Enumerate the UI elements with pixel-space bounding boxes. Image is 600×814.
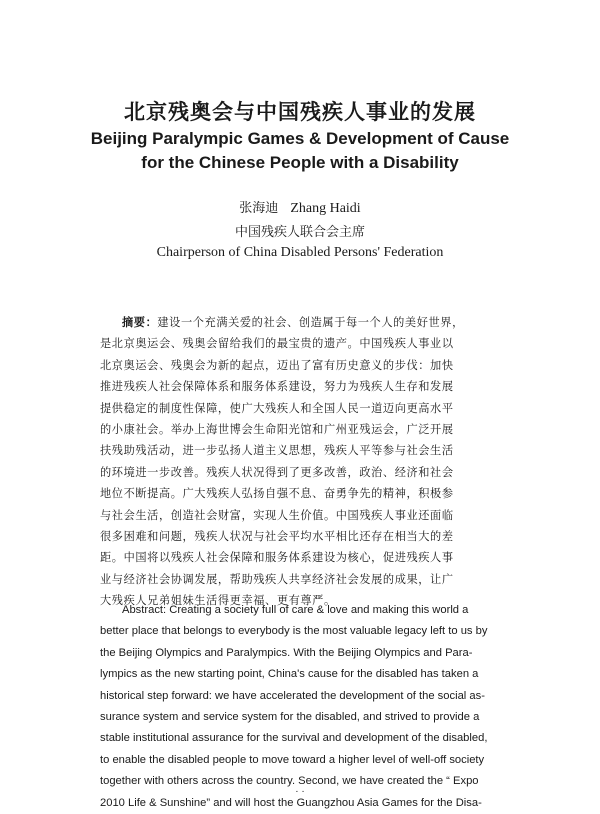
abstract-en-line: stable institutional assurance for the survival and development of the disabled,	[100, 732, 488, 745]
abstract-cn-line: 与社会生活，创造社会财富，实现人生价值。中国残疾人事业还面临	[100, 508, 454, 522]
author-name-cn: 张海迪	[239, 201, 279, 216]
abstract-english	[100, 600, 502, 814]
abstract-cn-line: 是北京奥运会、残奥会留给我们的最宝贵的遗产。中国残疾人事业以	[100, 337, 454, 351]
abstract-chinese	[100, 312, 502, 611]
abstract-en-line: the Beijing Olympics and Paralympics. With the Beijing Olympics and Para-	[100, 646, 473, 659]
abstract-en-line: to enable the disabled people to move toward a higher level of well-off society	[100, 753, 485, 766]
abstract-cn-line: 北京奥运会、残奥会为新的起点，迈出了富有历史意义的步伐：加快	[100, 358, 454, 372]
abstract-cn-line: 距。中国将以残疾人社会保障和服务体系建设为核心，促进残疾人事	[100, 551, 454, 565]
author-role-cn: 中国残疾人联合会主席	[234, 225, 365, 240]
abstract-cn-label: 摘要：	[122, 316, 158, 329]
abstract-cn-line: 大残疾人兄弟姐妹生活得更幸福、更有尊严。	[100, 594, 336, 608]
abstract-en-line: 2010 Life & Sunshine” and will host the Guangzhou Asia Games for the Disa-	[100, 796, 482, 809]
abstract-en-line: together with others across the country. Second, we have created the “ Expo	[100, 775, 479, 788]
abstract-en-line: surance system and service system for the disabled, and strived to provide a	[100, 710, 480, 723]
abstract-cn-line: 推进残疾人社会保障体系和服务体系建设，努力为残疾人生存和发展	[100, 380, 454, 394]
abstract-cn-line: 的小康社会。举办上海世博会生命阳光馆和广州亚残运会，广泛开展	[100, 422, 454, 436]
abstract-en-line: better place that belongs to everybody is the most valuable legacy left to us by	[100, 625, 488, 638]
abstract-cn-line: 很多困难和问题，残疾人状况与社会平均水平相比还存在相当大的差	[100, 529, 454, 543]
abstract-en-line: Abstract: Creating a society full of care & love and making this world a	[122, 604, 469, 616]
abstract-cn-line: 建设一个充满关爱的社会、创造属于每一个人的美好世界，	[157, 316, 464, 329]
abstract-en-line: lympics as the new starting point, China's cause for the disabled has taken a	[100, 668, 479, 681]
page-number-marker: · ·	[295, 786, 305, 797]
abstract-cn-line: 提供稳定的制度性保障，使广大残疾人和全国人民一道迈向更高水平	[100, 401, 454, 415]
title-english-line-1: Beijing Paralympic Games & Development of Cause	[90, 129, 510, 148]
author-name	[0, 197, 600, 217]
abstract-cn-line: 业与经济社会协调发展，帮助残疾人共享经济社会发展的成果，让广	[100, 572, 454, 586]
title-chinese: 北京残奥会与中国残疾人事业的发展	[124, 99, 476, 124]
author-role-en: Chairperson of China Disabled Persons' Federation	[156, 245, 444, 260]
title-english-line-2: for the Chinese People with a Disability	[141, 153, 459, 172]
abstract-cn-line: 的环境进一步改善。残疾人状况得到了更多改善，政治、经济和社会	[100, 465, 454, 479]
abstract-cn-line: 扶残助残活动，进一步弘扬人道主义思想，残疾人平等参与社会生活	[100, 444, 454, 458]
abstract-en-line: historical step forward: we have accelerated the development of the social as-	[100, 689, 485, 702]
author-name-en: Zhang Haidi	[290, 201, 361, 216]
abstract-cn-line: 地位不断提高。广大残疾人弘扬自强不息、奋勇争先的精神，积极参	[100, 487, 454, 501]
